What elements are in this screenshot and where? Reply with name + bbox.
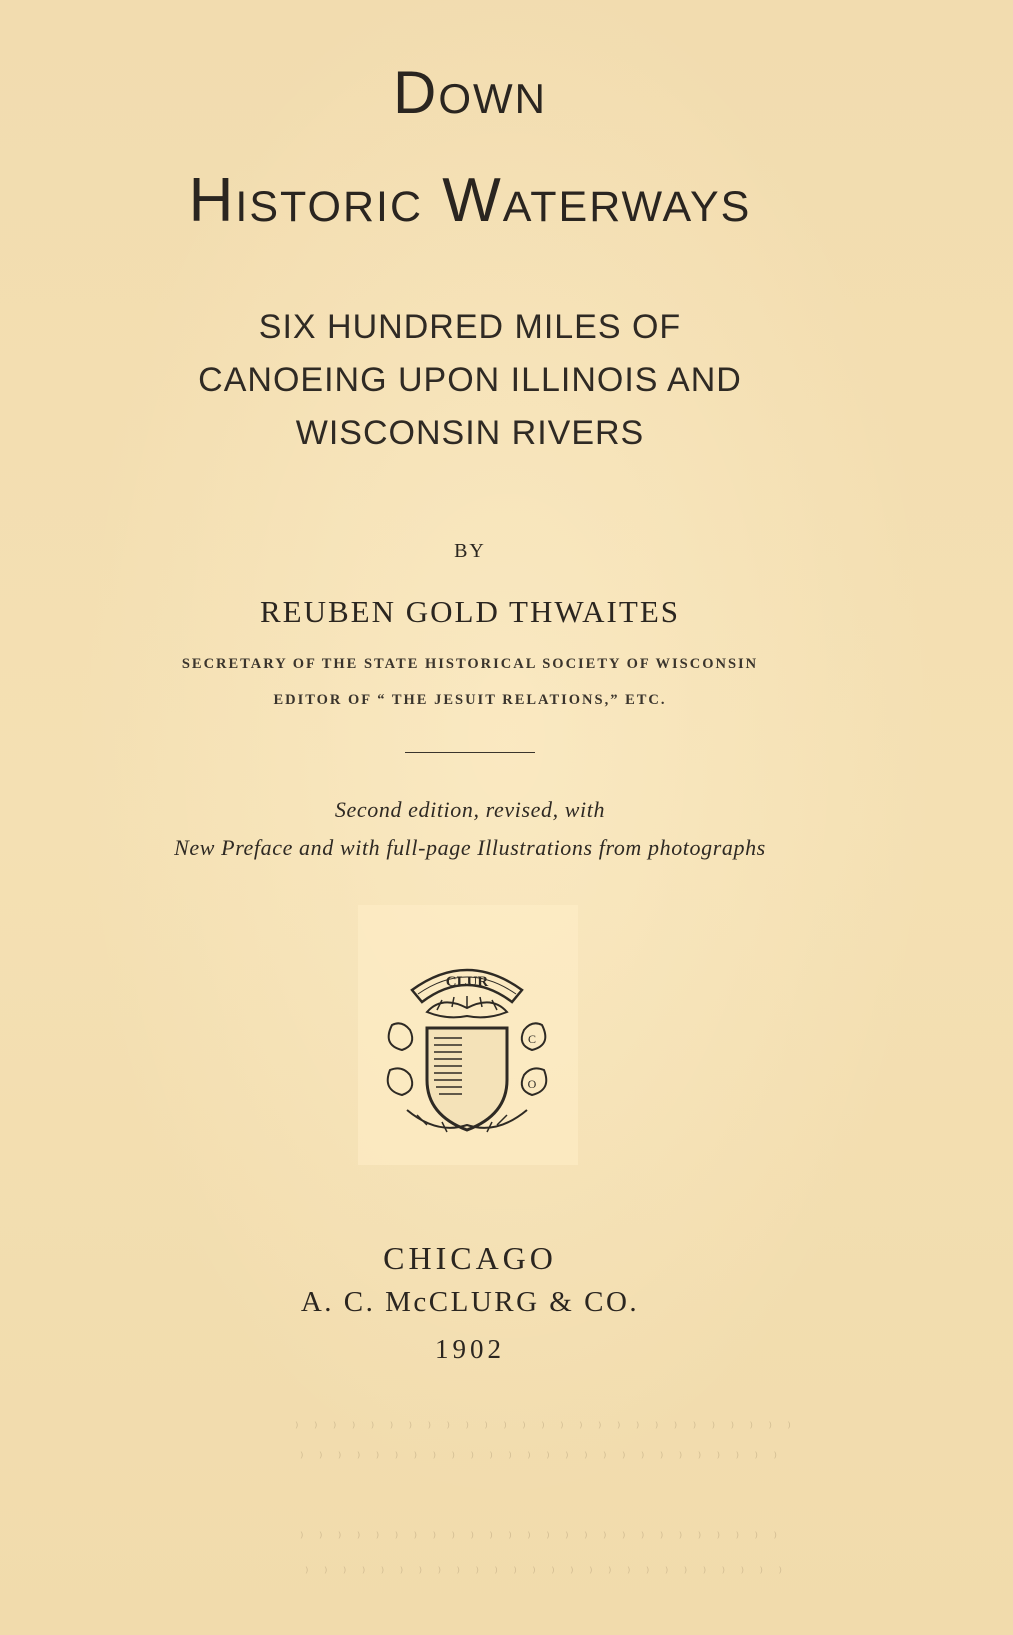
book-title-line-1: Down [393, 59, 547, 126]
subtitle-line-1: SIX HUNDRED MILES OF [258, 308, 682, 346]
show-through-texture: ⁾ ⁾ ⁾ ⁾ ⁾ ⁾ ⁾ ⁾ ⁾ ⁾ ⁾ ⁾ ⁾ ⁾ ⁾ ⁾ ⁾ ⁾ ⁾ ⁾ ⁾ ⁾ ⁾ ⁾ ⁾ ⁾ [300, 1451, 783, 1466]
svg-text:O: O [527, 1077, 537, 1091]
author-name: REUBEN GOLD THWAITES [259, 594, 680, 629]
edition-note-line-1: Second edition, revised, with [334, 797, 606, 822]
by-label: BY [454, 540, 486, 562]
imprint-year: 1902 [435, 1334, 505, 1364]
subtitle-line-2: CANOEING UPON ILLINOIS AND [198, 361, 742, 399]
subtitle-line-3: WISCONSIN RIVERS [295, 414, 645, 452]
divider-rule [405, 752, 535, 753]
show-through-texture: ⁾ ⁾ ⁾ ⁾ ⁾ ⁾ ⁾ ⁾ ⁾ ⁾ ⁾ ⁾ ⁾ ⁾ ⁾ ⁾ ⁾ ⁾ ⁾ ⁾ ⁾ ⁾ ⁾ ⁾ ⁾ ⁾ ⁾ [295, 1421, 797, 1436]
imprint-city: CHICAGO [383, 1240, 557, 1276]
publisher-emblem-icon [382, 950, 552, 1140]
show-through-texture: ⁾ ⁾ ⁾ ⁾ ⁾ ⁾ ⁾ ⁾ ⁾ ⁾ ⁾ ⁾ ⁾ ⁾ ⁾ ⁾ ⁾ ⁾ ⁾ ⁾ ⁾ ⁾ ⁾ ⁾ ⁾ ⁾ [305, 1566, 788, 1581]
show-through-texture: ⁾ ⁾ ⁾ ⁾ ⁾ ⁾ ⁾ ⁾ ⁾ ⁾ ⁾ ⁾ ⁾ ⁾ ⁾ ⁾ ⁾ ⁾ ⁾ ⁾ ⁾ ⁾ ⁾ ⁾ ⁾ ⁾ [300, 1531, 783, 1546]
book-title-line-2: Historic Waterways [188, 166, 752, 235]
svg-text:CLUR: CLUR [445, 974, 489, 990]
author-role-secretary: SECRETARY OF THE STATE HISTORICAL SOCIETY OF WISCONSIN [181, 656, 759, 672]
svg-text:C: C [527, 1032, 537, 1046]
edition-note-line-2: New Preface and with full-page Illustrations from photographs [174, 835, 766, 860]
author-role-editor: EDITOR OF “ THE JESUIT RELATIONS,” ETC. [273, 692, 667, 708]
imprint-publisher: A. C. McCLURG & CO. [300, 1286, 640, 1318]
